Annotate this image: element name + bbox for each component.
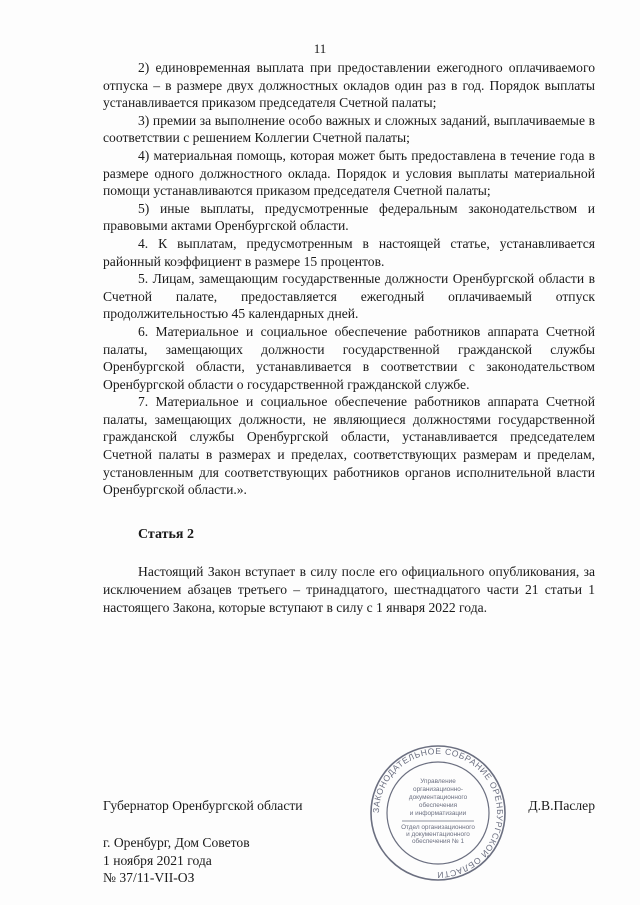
svg-text:Управление: Управление <box>420 778 456 785</box>
signing-date: 1 ноября 2021 года <box>103 853 212 868</box>
paragraph-item-5: 5) иные выплаты, предусмотренные федеральным законодательством и правовыми актами Оренбургской области. <box>103 200 595 234</box>
article-text: Настоящий Закон вступает в силу после его официального опубликования, за исключением абзацев третьего – тринадцатого, шестнадцатого части 21 статьи 1 настоящего Закона, которые вступают в силу с 1 января 2022 года. <box>103 564 595 615</box>
signatory-name: Д.В.Паслер <box>528 798 595 813</box>
paragraph-part-6: 6. Материальное и социальное обеспечение работников аппарата Счетной палаты, замещающих должности государственной гражданской службы Оренбургской области, устанавливается в соответствии с законодательством Оренбургской области о государственной гражданской службе. <box>103 323 595 392</box>
official-seal-stamp <box>368 743 508 883</box>
page-number: 11 <box>313 41 327 56</box>
signing-place: г. Оренбург, Дом Советов <box>103 835 250 850</box>
article-heading: Статья 2 <box>138 526 194 542</box>
svg-text:Отдел организационного: Отдел организационного <box>401 824 475 831</box>
paragraph-part-7: 7. Материальное и социальное обеспечение работников аппарата Счетной палаты, замещающих должности, не являющиеся должностями государственной гражданской службы Оренбургской области, устанавливается председателем Счетной палаты в размерах и пределах, соответствующих размерам и пределам, установленным для соответствующих работников органов исполнительной власти Оренбургской области.». <box>103 394 595 498</box>
svg-text:организационно-: организационно- <box>413 786 463 793</box>
seal-ring-text: ЗАКОНОДАТЕЛЬНОЕ СОБРАНИЕ ОРЕНБУРГСКОЙ ОБЛАСТИ <box>370 745 506 881</box>
svg-text:документационного: документационного <box>408 794 468 801</box>
paragraph-item-2: 2) единовременная выплата при предоставлении ежегодного оплачиваемого отпуска – в размере двух должностных окладов один раз в год. Порядок выплаты устанавливается приказом председателя Счетной палаты; <box>103 60 595 111</box>
law-number: № 37/11-VII-ОЗ <box>103 870 195 885</box>
seal-graphic <box>368 743 508 883</box>
svg-text:и информатизации: и информатизации <box>409 810 467 817</box>
paragraph-part-5: 5. Лицам, замещающим государственные должности Оренбургской области в Счетной палате, предоставляется ежегодный оплачиваемый отпуск продолжительностью 45 календарных дней. <box>103 271 595 322</box>
document-body <box>103 59 595 616</box>
paragraph-item-3: 3) премии за выполнение особо важных и сложных заданий, выплачиваемые в соответствии с решением Коллегии Счетной палаты; <box>103 112 595 146</box>
paragraph-part-4: 4. К выплатам, предусмотренным в настоящей статье, устанавливается районный коэффициент в размере 15 процентов. <box>103 235 595 269</box>
svg-text:и документационного: и документационного <box>406 831 470 838</box>
svg-text:обеспечения № 1: обеспечения № 1 <box>411 838 465 845</box>
paragraph-item-4: 4) материальная помощь, которая может быть предоставлена в течение года в размере одного должностного оклада. Порядок и условия выплаты материальной помощи устанавливаются приказом председателя Счетной палаты; <box>103 147 595 199</box>
svg-text:обеспечения: обеспечения <box>418 802 458 809</box>
seal-inner-text <box>401 778 475 845</box>
signatory-title: Губернатор Оренбургской области <box>103 798 303 813</box>
